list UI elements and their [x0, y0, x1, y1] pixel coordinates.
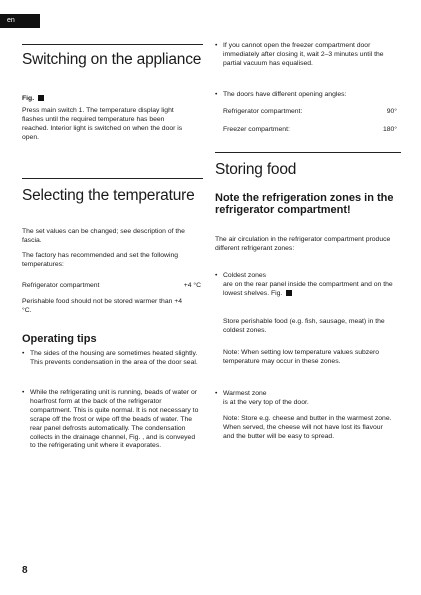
- temperature-row-value: +4 °C: [183, 282, 201, 289]
- bullet-icon: •: [215, 390, 218, 397]
- figure-icon: [38, 95, 44, 101]
- tip-text: While the refrigerating unit is running, beads of water or hoarfrost form at the back of the refrigerator compartment. This is quite normal. It is not necessary to scrape off the frost or wipe off the beads of water. The rear panel defrosts automatically. The condensation collects in the drainage channel, Fig. , and is conveyed to the refrigerating unit where it evaporates.: [30, 389, 199, 450]
- section-heading-switching: Switching on the appliance: [22, 51, 202, 68]
- temperature-row-label: Refrigerator compartment: [22, 282, 100, 289]
- bullet-icon: •: [215, 91, 218, 98]
- bullet-icon: •: [22, 350, 25, 357]
- language-label: en: [7, 17, 15, 24]
- selecting-text-3: Perishable food should not be stored warmer than +4 °C.: [22, 298, 183, 314]
- bullet-text: The doors have different opening angles:: [223, 91, 347, 98]
- divider: [22, 44, 203, 45]
- bullet-icon: •: [22, 389, 25, 396]
- zones-subheading: Note the refrigeration zones in the refrigerator compartment!: [215, 192, 394, 216]
- selecting-text-2: The factory has recommended and set the following temperatures:: [22, 252, 179, 268]
- figure-icon: [286, 290, 292, 296]
- temperature-row: [22, 282, 203, 291]
- warmest-title: Warmest zone: [223, 390, 267, 397]
- section-heading-selecting: Selecting the temperature: [22, 187, 195, 204]
- angle-row: [223, 126, 401, 135]
- figure-reference: Fig.: [22, 95, 44, 104]
- section-heading-tips: Operating tips: [22, 333, 97, 345]
- angle-value: 180°: [382, 126, 397, 133]
- warmest-text: is at the very top of the door.: [223, 398, 309, 406]
- selecting-text-1: The set values can be changed; see description of the fascia.: [22, 228, 185, 244]
- bullet-icon: •: [215, 42, 218, 49]
- coldest-note: Note: When setting low temperature values subzero temperature may occur in these zones.: [223, 349, 380, 365]
- language-tab: [0, 14, 40, 28]
- angle-row: [223, 108, 401, 117]
- angle-label: Freezer compartment:: [223, 126, 290, 133]
- coldest-title: Coldest zones: [223, 272, 267, 279]
- angle-label: Refrigerator compartment:: [223, 108, 303, 115]
- page-number: 8: [22, 565, 28, 576]
- angle-value: 90°: [386, 108, 397, 115]
- bullet-text: If you cannot open the freezer compartment door immediately after closing it, wait 2–3 minutes until the partial vacuum has equalised.: [223, 42, 384, 67]
- bullet-icon: •: [215, 272, 218, 279]
- coldest-store-text: Store perishable food (e.g. fish, sausage, meat) in the coldest zones.: [223, 318, 385, 334]
- switching-text: Press main switch 1. The temperature display light flashes until the required temperature has been reached. Interior light is switched on when the door is open.: [22, 107, 183, 141]
- divider: [215, 152, 401, 153]
- zones-intro: The air circulation in the refrigerator compartment produce different refrigerant zones:: [215, 236, 391, 252]
- warmest-note: Note: Store e.g. cheese and butter in the warmest zone. When served, the cheese will not have lost its flavour and the butter will be easy to spread.: [223, 415, 392, 440]
- section-heading-storing: Storing food: [215, 161, 297, 178]
- tip-text: The sides of the housing are sometimes heated slightly. This prevents condensation in the area of the door seal.: [30, 350, 198, 366]
- coldest-text: are on the rear panel inside the compartment and on the lowest shelves. Fig.: [223, 280, 393, 297]
- divider: [22, 178, 203, 179]
